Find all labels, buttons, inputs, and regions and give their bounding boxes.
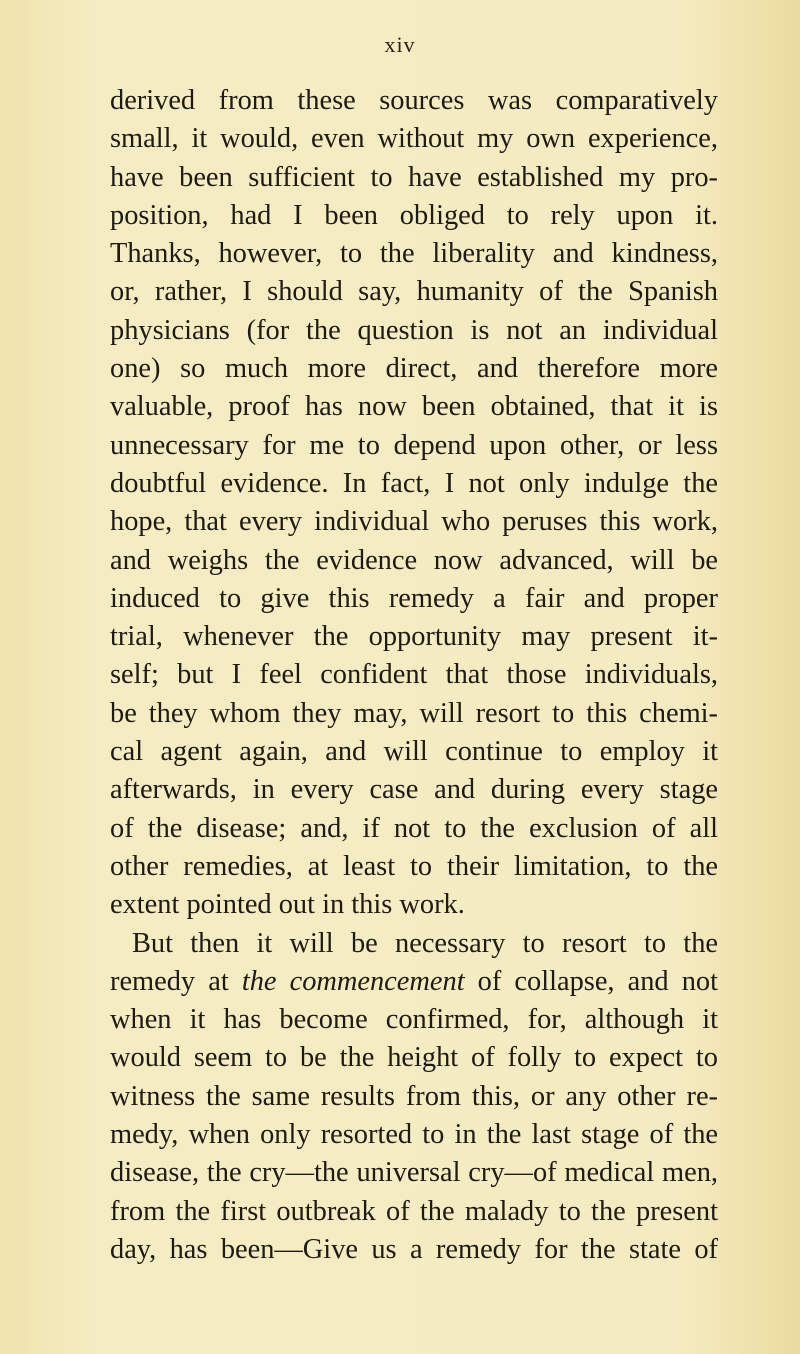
text-segment: remedy at xyxy=(110,965,242,997)
text-line: unnecessary for me to depend upon other, or less xyxy=(110,429,718,461)
text-line: position, had I been obliged to rely upon it. xyxy=(110,199,718,231)
text-line: afterwards, in every case and during every stage xyxy=(110,774,718,806)
text-line: have been sufficient to have established my pro- xyxy=(110,161,718,193)
text-line: trial, whenever the opportunity may present it- xyxy=(110,621,718,653)
text-line: induced to give this remedy a fair and proper xyxy=(110,582,718,614)
text-line: disease, the cry—the universal cry—of medical men, xyxy=(110,1157,718,1189)
paragraph-start-line: But then it will be necessary to resort to the xyxy=(132,927,718,959)
text-line: derived from these sources was comparatively xyxy=(110,85,718,116)
text-line: doubtful evidence. In fact, I not only indulge the xyxy=(110,467,718,499)
text-line: hope, that every individual who peruses this work, xyxy=(110,506,718,538)
text-line: cal agent again, and will continue to employ it xyxy=(110,736,718,768)
text-line: one) so much more direct, and therefore more xyxy=(110,353,718,385)
page-number: xiv xyxy=(384,32,416,57)
body-text xyxy=(110,82,718,1269)
text-line: medy, when only resorted to in the last stage of the xyxy=(110,1119,718,1151)
emphasis-text: the commencement xyxy=(241,965,465,997)
text-line: day, has been—Give us a remedy for the state of xyxy=(110,1233,718,1265)
text-segment: of collapse, and not xyxy=(464,965,718,997)
text-line: witness the same results from this, or any other re- xyxy=(110,1080,718,1112)
text-line: from the first outbreak of the malady to the present xyxy=(110,1195,718,1227)
text-line: when it has become confirmed, for, although it xyxy=(110,1004,718,1036)
text-line: small, it would, even without my own experience, xyxy=(110,123,718,155)
text-line: physicians (for the question is not an individual xyxy=(110,314,718,346)
text-line: self; but I feel confident that those individuals, xyxy=(110,659,718,691)
text-line: would seem to be the height of folly to expect to xyxy=(110,1042,718,1074)
paragraph-end-line: extent pointed out in this work. xyxy=(110,889,465,921)
text-line: Thanks, however, to the liberality and kindness, xyxy=(110,238,718,270)
text-line-with-emphasis xyxy=(110,963,718,1001)
text-line: be they whom they may, will resort to this chemi- xyxy=(110,697,718,729)
text-line: valuable, proof has now been obtained, that it is xyxy=(110,391,718,423)
text-line: other remedies, at least to their limitation, to the xyxy=(110,850,718,882)
text-line: and weighs the evidence now advanced, will be xyxy=(110,544,718,576)
text-line: or, rather, I should say, humanity of the Spanish xyxy=(110,276,718,308)
text-line: of the disease; and, if not to the exclusion of all xyxy=(110,812,718,844)
